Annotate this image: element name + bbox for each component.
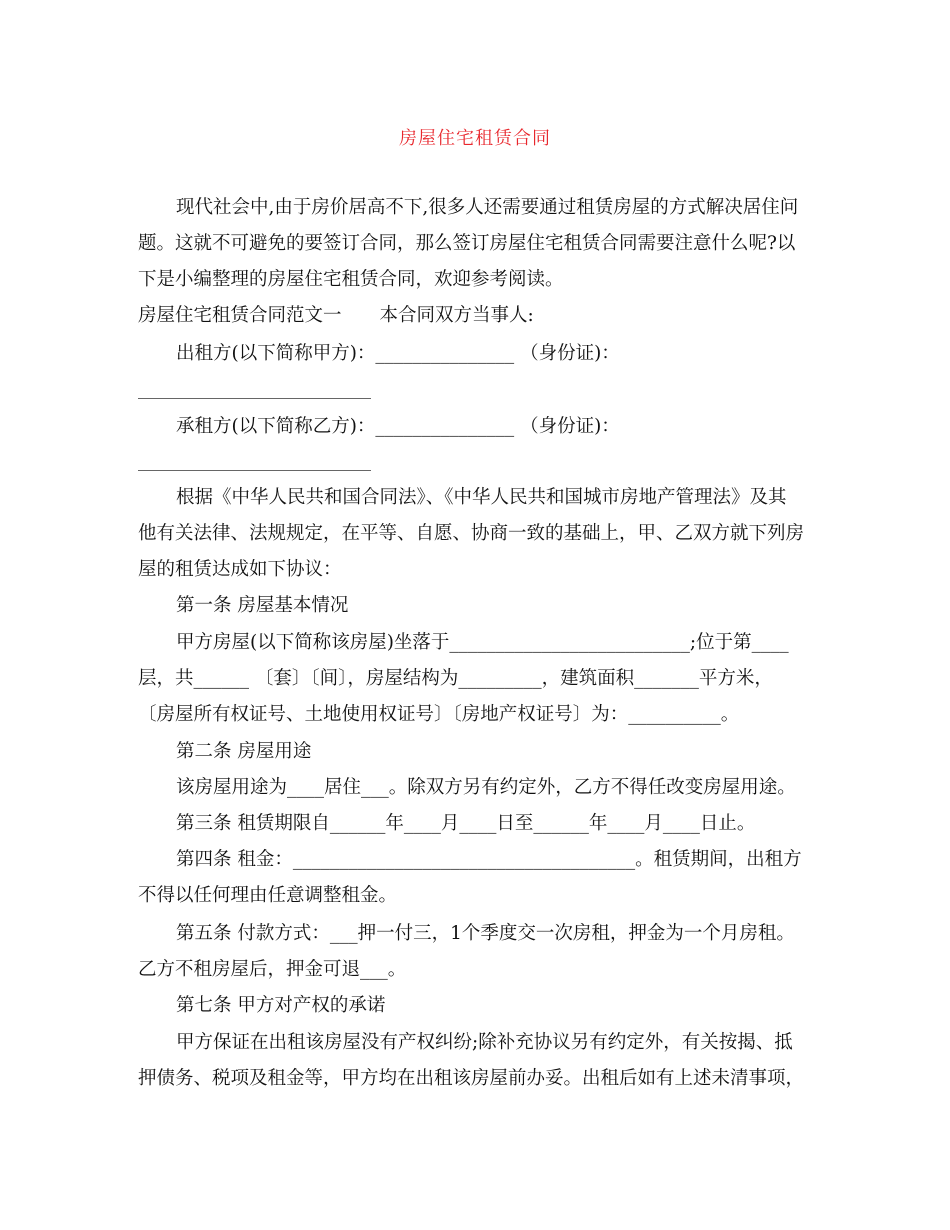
paragraph-line: 他有关法律、法规规定，在平等、自愿、协商一致的基础上，甲、乙双方就下列房 xyxy=(138,523,805,544)
article-heading: 第七条 甲方对产权的承诺 xyxy=(176,995,386,1016)
lessor-line: 出租方(以下简称甲方)：_______________ （身份证)： xyxy=(176,343,620,364)
lessee-line: 承租方(以下简称乙方)：_______________ （身份证)： xyxy=(176,416,620,437)
contract-heading-line xyxy=(138,304,534,328)
article-heading: 第二条 房屋用途 xyxy=(176,741,312,762)
article-heading: 第一条 房屋基本情况 xyxy=(176,595,349,616)
paragraph-line: 第五条 付款方式：___押一付三，1个季度交一次房租，押金为一个月房租。 xyxy=(176,923,795,944)
paragraph-line: 甲方房屋(以下简称该房屋)坐落于__________________________;位于第____ xyxy=(176,632,789,653)
paragraph-line: 第四条 租金：_____________________________________。租赁期间，出租方 xyxy=(176,849,802,870)
paragraph-line: 该房屋用途为____居住___。除双方另有约定外，乙方不得任改变房屋用途。 xyxy=(176,777,796,798)
blank-underline xyxy=(138,398,371,399)
paragraph-line: 层，共______ 〔套〕〔间〕，房屋结构为_________，建筑面积_______平方米， xyxy=(138,668,773,689)
paragraph-line: 根据《中华人民共和国合同法》、《中华人民共和国城市房地产管理法》及其 xyxy=(176,487,787,508)
paragraph-line: 甲方保证在出租该房屋没有产权纠纷;除补充协议另有约定外，有关按揭、抵 xyxy=(176,1032,793,1053)
paragraph-line: 第三条 租赁期限自______年____月____日至______年____月____日止。 xyxy=(176,813,756,834)
paragraph-line: 题。这就不可避免的要签订合同，那么签订房屋住宅租赁合同需要注意什么呢?以 xyxy=(138,233,796,254)
paragraph-line: 〔房屋所有权证号、土地使用权证号〕〔房地产权证号〕为：__________。 xyxy=(138,704,740,725)
parties-label: 本合同双方当事人: xyxy=(379,305,534,326)
paragraph-line: 押债务、税项及租金等，甲方均在出租该房屋前办妥。出租后如有上述未清事项， xyxy=(138,1068,805,1089)
blank-underline xyxy=(138,470,371,471)
sample-heading: 房屋住宅租赁合同范文一 xyxy=(138,305,342,326)
document-title: 房屋住宅租赁合同 xyxy=(399,128,551,149)
paragraph-line: 现代社会中,由于房价居高不下,很多人还需要通过租赁房屋的方式解决居住问 xyxy=(176,197,799,218)
paragraph-line: 屋的租赁达成如下协议： xyxy=(138,559,342,580)
paragraph-line: 下是小编整理的房屋住宅租赁合同，欢迎参考阅读。 xyxy=(138,269,564,290)
paragraph-line: 不得以任何理由任意调整租金。 xyxy=(138,885,398,906)
paragraph-line: 乙方不租房屋后，押金可退___。 xyxy=(138,959,407,980)
